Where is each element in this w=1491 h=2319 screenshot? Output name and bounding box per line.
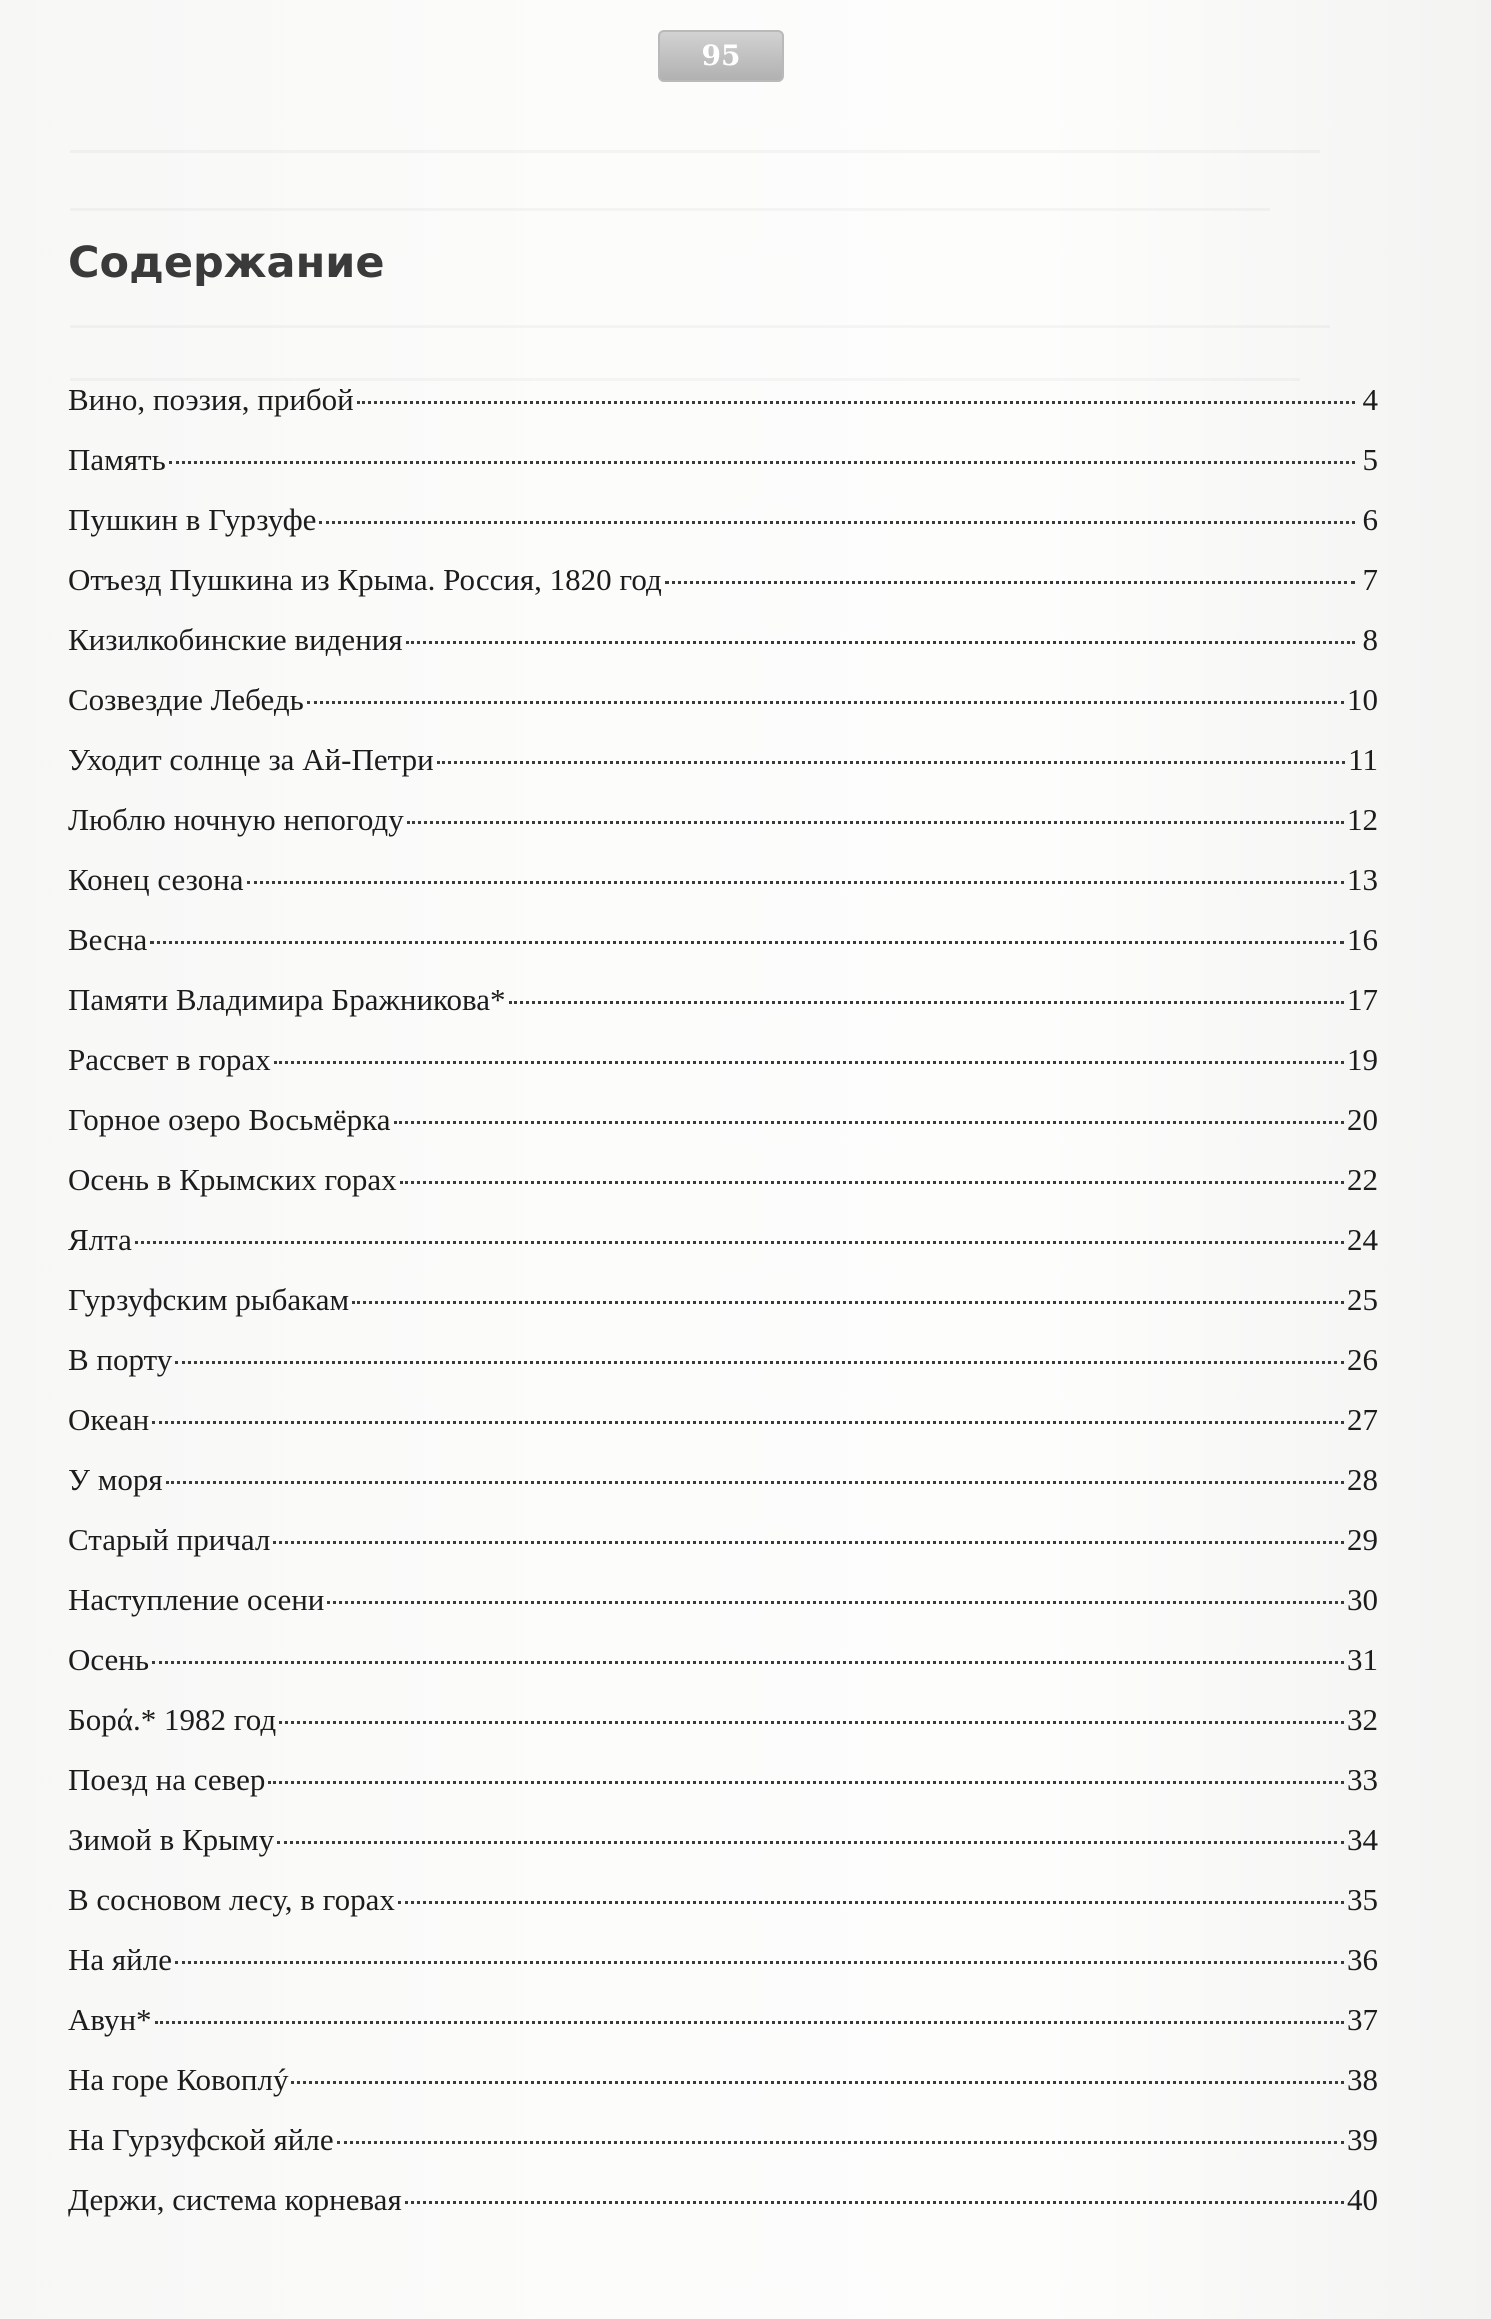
toc-entry [68, 2062, 1378, 2122]
dot-leader [398, 1901, 1344, 1904]
toc-entry [68, 682, 1378, 742]
toc-entry-title: Старый причал [68, 1522, 271, 1557]
toc-entry-page-number: 33 [1347, 1762, 1378, 1797]
toc-entry [68, 742, 1378, 802]
toc-entry-title: Отъезд Пушкина из Крыма. Россия, 1820 год [68, 562, 662, 597]
toc-entry-page-number: 26 [1347, 1342, 1378, 1377]
toc-entry-title: Осень в Крымских горах [68, 1162, 397, 1197]
dot-leader [394, 1121, 1344, 1124]
toc-entry-title: Конец сезона [68, 862, 244, 897]
toc-entry-title: Памяти Владимира Бражникова* [68, 982, 506, 1017]
dot-leader [175, 1961, 1344, 1964]
toc-entry-page-number: 20 [1347, 1102, 1378, 1137]
toc-entry-page-number: 6 [1362, 502, 1378, 537]
toc-entry-page-number: 24 [1347, 1222, 1378, 1257]
dot-leader [152, 1421, 1344, 1424]
page-number-badge: 95 [658, 30, 784, 82]
toc-entry-title: Борά.* 1982 год [68, 1702, 277, 1737]
toc-entry-title: Ялта [68, 1222, 132, 1257]
toc-entry [68, 1282, 1378, 1342]
toc-entry [68, 1522, 1378, 1582]
toc-entry [68, 1762, 1378, 1822]
toc-entry-page-number: 4 [1362, 382, 1378, 417]
dot-leader [319, 521, 1355, 524]
toc-entry-page-number: 25 [1347, 1282, 1378, 1317]
toc-entry-title: Память [68, 442, 166, 477]
toc-entry-page-number: 29 [1347, 1522, 1378, 1557]
dot-leader [175, 1361, 1344, 1364]
dot-leader [274, 1061, 1344, 1064]
toc-entry-title: Держи, система корневая [68, 2182, 402, 2217]
toc-entry [68, 2122, 1378, 2182]
dot-leader [155, 2021, 1344, 2024]
dot-leader [307, 701, 1344, 704]
toc-entry-page-number: 28 [1347, 1462, 1378, 1497]
toc-entry-title: На яйле [68, 1942, 172, 1977]
toc-entry [68, 562, 1378, 622]
toc-entry-title: В порту [68, 1342, 173, 1377]
dot-leader [268, 1781, 1344, 1784]
dot-leader [437, 761, 1345, 764]
dot-leader [509, 1001, 1344, 1004]
toc-entry-page-number: 22 [1347, 1162, 1378, 1197]
toc-entry-title: Гурзуфским рыбакам [68, 1282, 350, 1317]
toc-entry [68, 382, 1378, 442]
toc-entry-title: Поезд на север [68, 1762, 266, 1797]
toc-entry [68, 922, 1378, 982]
bleed-through-line [70, 150, 1320, 153]
bleed-through-line [70, 325, 1330, 328]
toc-entry-title: Рассвет в горах [68, 1042, 271, 1077]
toc-entry-title: Люблю ночную непогоду [68, 802, 404, 837]
toc-entry-page-number: 38 [1347, 2062, 1378, 2097]
toc-entry [68, 1042, 1378, 1102]
toc-entry-title: Авун* [68, 2002, 152, 2037]
toc-entry-page-number: 32 [1347, 1702, 1378, 1737]
toc-entry-page-number: 30 [1347, 1582, 1378, 1617]
toc-entry [68, 2182, 1378, 2242]
toc-entry [68, 1702, 1378, 1762]
toc-entry [68, 1582, 1378, 1642]
dot-leader [665, 581, 1355, 584]
toc-entry-page-number: 12 [1347, 802, 1378, 837]
toc-entry [68, 1642, 1378, 1702]
toc-entry-page-number: 8 [1362, 622, 1378, 657]
toc-entry-page-number: 16 [1347, 922, 1378, 957]
dot-leader [279, 1721, 1344, 1724]
dot-leader [405, 2201, 1344, 2204]
toc-entry [68, 802, 1378, 862]
toc-entry-page-number: 35 [1347, 1882, 1378, 1917]
toc-entry-page-number: 27 [1347, 1402, 1378, 1437]
toc-entry-title: На Гурзуфской яйле [68, 2122, 334, 2157]
toc-entry [68, 1162, 1378, 1222]
dot-leader [400, 1181, 1344, 1184]
bleed-through-line [70, 378, 1300, 381]
toc-entry [68, 862, 1378, 922]
toc-entry [68, 1402, 1378, 1462]
toc-entry-title: Пушкин в Гурзуфе [68, 502, 317, 537]
dot-leader [407, 821, 1344, 824]
table-of-contents [68, 382, 1378, 2242]
toc-entry-page-number: 34 [1347, 1822, 1378, 1857]
toc-entry-title: Осень [68, 1642, 150, 1677]
dot-leader [291, 2081, 1344, 2084]
dot-leader [169, 461, 1355, 464]
toc-entry-page-number: 19 [1347, 1042, 1378, 1077]
toc-entry [68, 1222, 1378, 1282]
toc-entry-title: Океан [68, 1402, 150, 1437]
toc-entry-page-number: 5 [1362, 442, 1378, 477]
toc-entry-page-number: 37 [1347, 2002, 1378, 2037]
page-title: Содержание [68, 238, 385, 288]
dot-leader [327, 1601, 1344, 1604]
dot-leader [247, 881, 1344, 884]
toc-entry [68, 442, 1378, 502]
toc-entry-title: Весна [68, 922, 148, 957]
toc-entry-title: Уходит солнце за Ай-Петри [68, 742, 434, 777]
dot-leader [273, 1541, 1344, 1544]
toc-entry-title: На горе Ковоплý [68, 2062, 289, 2097]
toc-entry-title: Наступление осени [68, 1582, 325, 1617]
toc-entry-page-number: 40 [1347, 2182, 1378, 2217]
toc-entry-page-number: 13 [1347, 862, 1378, 897]
toc-entry-page-number: 17 [1347, 982, 1378, 1017]
toc-entry [68, 1342, 1378, 1402]
toc-entry-page-number: 39 [1347, 2122, 1378, 2157]
toc-entry [68, 1102, 1378, 1162]
toc-entry-page-number: 10 [1347, 682, 1378, 717]
toc-entry-page-number: 31 [1347, 1642, 1378, 1677]
toc-entry-title: Горное озеро Восьмёрка [68, 1102, 391, 1137]
bleed-through-line [70, 208, 1270, 211]
dot-leader [150, 941, 1344, 944]
toc-entry-title: Зимой в Крыму [68, 1822, 275, 1857]
toc-entry [68, 1882, 1378, 1942]
dot-leader [135, 1241, 1344, 1244]
dot-leader [277, 1841, 1344, 1844]
toc-entry [68, 1942, 1378, 2002]
toc-entry [68, 982, 1378, 1042]
toc-entry [68, 1462, 1378, 1522]
toc-entry-page-number: 11 [1348, 742, 1378, 777]
dot-leader [352, 1301, 1344, 1304]
toc-entry-page-number: 36 [1347, 1942, 1378, 1977]
toc-entry-title: Кизилкобинские видения [68, 622, 403, 657]
toc-entry [68, 622, 1378, 682]
dot-leader [337, 2141, 1344, 2144]
toc-entry [68, 2002, 1378, 2062]
toc-entry [68, 502, 1378, 562]
toc-entry-page-number: 7 [1362, 562, 1378, 597]
dot-leader [166, 1481, 1344, 1484]
toc-entry [68, 1822, 1378, 1882]
toc-entry-title: У моря [68, 1462, 163, 1497]
dot-leader [357, 401, 1355, 404]
toc-entry-title: В сосновом лесу, в горах [68, 1882, 395, 1917]
dot-leader [406, 641, 1355, 644]
toc-entry-title: Созвездие Лебедь [68, 682, 304, 717]
dot-leader [152, 1661, 1344, 1664]
toc-entry-title: Вино, поэзия, прибой [68, 382, 354, 417]
